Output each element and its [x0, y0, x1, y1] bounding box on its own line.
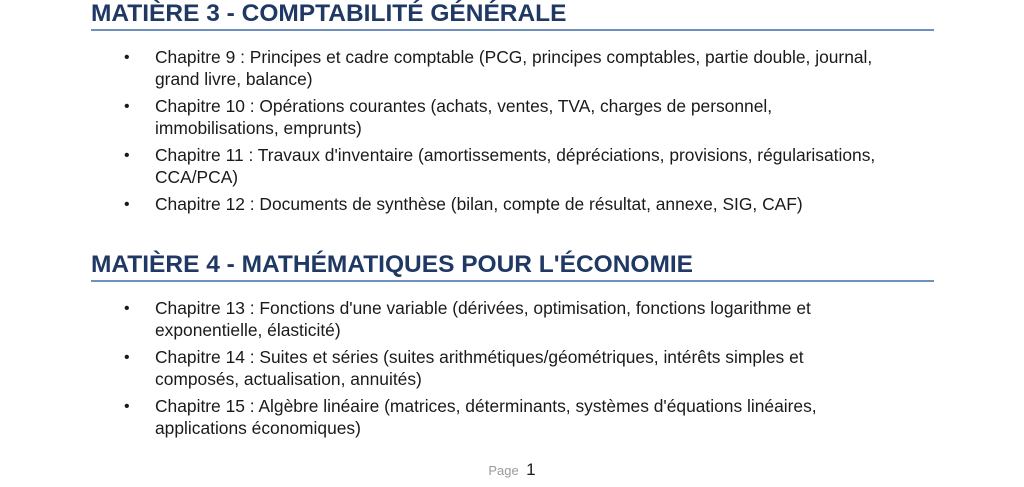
bullet-icon: • — [124, 98, 130, 115]
list-item-chapitre-15 — [91, 396, 891, 439]
list-item-chapitre-12 — [91, 194, 891, 216]
bullet-icon: • — [124, 196, 130, 213]
chapter-text: Chapitre 10 : Opérations courantes (achats, ventes, TVA, charges de personnel, immobilisations, emprunts) — [155, 96, 773, 138]
chapter-text: Chapitre 14 : Suites et séries (suites arithmétiques/géométriques, intérêts simples et composés, actualisation, annuités) — [155, 347, 804, 389]
chapter-text: Chapitre 9 : Principes et cadre comptable (PCG, principes comptables, partie double, journal, grand livre, balance) — [155, 47, 873, 89]
chapter-list-matiere-4 — [91, 298, 891, 445]
list-item-chapitre-13 — [91, 298, 891, 341]
list-item-chapitre-11 — [91, 145, 891, 188]
chapter-text: Chapitre 11 : Travaux d'inventaire (amortissements, dépréciations, provisions, régularisations, CCA/PCA) — [155, 145, 876, 187]
page-label: Page — [488, 463, 519, 478]
chapter-text: Chapitre 12 : Documents de synthèse (bilan, compte de résultat, annexe, SIG, CAF) — [155, 194, 803, 214]
chapter-text: Chapitre 15 : Algèbre linéaire (matrices, déterminants, systèmes d'équations linéaires, applications économiques) — [155, 396, 817, 438]
page-footer — [0, 460, 1024, 480]
page-number: 1 — [526, 460, 536, 479]
section-heading-matiere-3: MATIÈRE 3 - COMPTABILITÉ GÉNÉRALE — [91, 0, 934, 31]
section-heading-matiere-4: MATIÈRE 4 - MATHÉMATIQUES POUR L'ÉCONOMIE — [91, 251, 934, 282]
bullet-icon: • — [124, 398, 130, 415]
bullet-icon: • — [124, 147, 130, 164]
bullet-icon: • — [124, 49, 130, 66]
bullet-icon: • — [124, 300, 130, 317]
list-item-chapitre-10 — [91, 96, 891, 139]
bullet-icon: • — [124, 349, 130, 366]
chapter-text: Chapitre 13 : Fonctions d'une variable (dérivées, optimisation, fonctions logarithme et exponentielle, élasticité) — [155, 298, 811, 340]
list-item-chapitre-14 — [91, 347, 891, 390]
chapter-list-matiere-3 — [91, 47, 891, 222]
list-item-chapitre-9 — [91, 47, 891, 90]
